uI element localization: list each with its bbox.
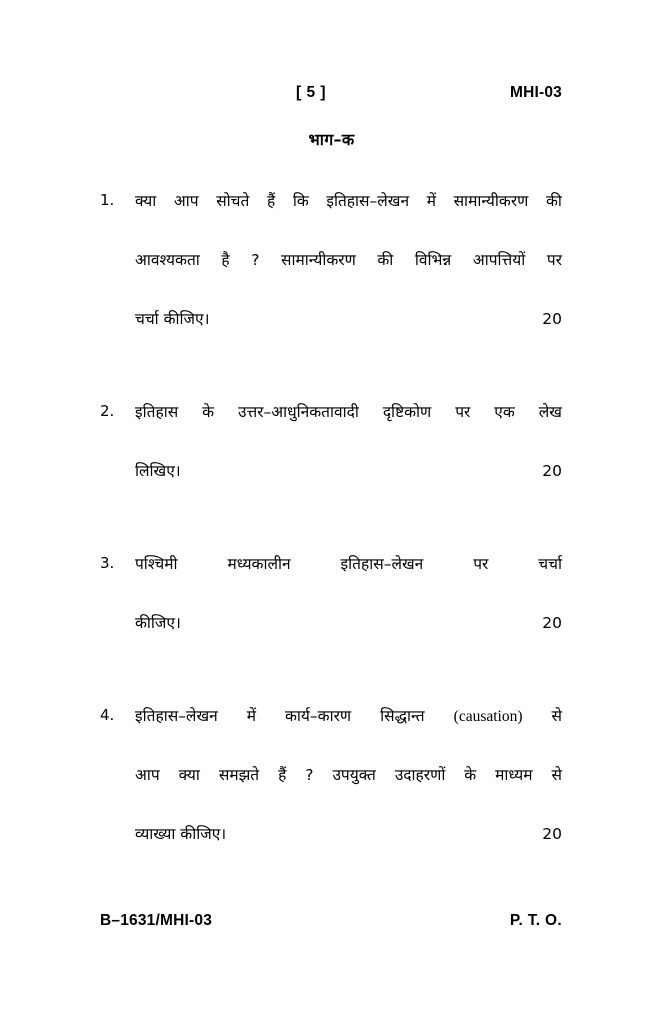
question-text-line bbox=[135, 397, 562, 456]
word: उदाहरणों bbox=[394, 766, 446, 784]
question-marks: 20 bbox=[542, 310, 562, 328]
word: मध्यकालीन bbox=[227, 555, 291, 573]
question-list bbox=[100, 186, 562, 912]
question-body bbox=[135, 549, 562, 667]
question-body bbox=[135, 701, 562, 878]
word: आप bbox=[135, 766, 160, 784]
word: कार्य–कारण bbox=[285, 707, 352, 725]
question-text-line bbox=[135, 608, 562, 667]
word: की bbox=[546, 192, 562, 210]
word: में bbox=[426, 192, 436, 210]
word: क्या bbox=[178, 766, 200, 784]
question-number: 1. bbox=[100, 191, 115, 209]
word: इतिहास bbox=[135, 403, 179, 421]
word: आप bbox=[173, 192, 199, 210]
question-item bbox=[100, 701, 562, 878]
question-item bbox=[100, 549, 562, 667]
word: एक bbox=[494, 403, 515, 421]
footer-paper-code: B–1631/MHI-03 bbox=[100, 912, 213, 929]
word: समझते bbox=[218, 766, 260, 784]
question-number: 4. bbox=[100, 706, 115, 724]
section-title: भाग–क bbox=[308, 130, 355, 149]
page-number: [ 5 ] bbox=[296, 84, 327, 101]
paper-code: MHI-03 bbox=[509, 84, 562, 101]
question-text: व्याख्या कीजिए। bbox=[135, 825, 227, 843]
question-text: चर्चा कीजिए। bbox=[135, 310, 210, 328]
question-text bbox=[135, 397, 562, 427]
word: आवश्यकता bbox=[135, 251, 200, 269]
question-number: 3. bbox=[100, 554, 115, 572]
word: क्या bbox=[135, 192, 157, 210]
question-text-line bbox=[135, 701, 562, 760]
word: के bbox=[464, 766, 477, 784]
word bbox=[454, 701, 523, 732]
word: पश्चिमी bbox=[135, 555, 178, 573]
question-body bbox=[135, 186, 562, 363]
word: विभिन्न bbox=[414, 251, 452, 269]
word: पर bbox=[473, 555, 489, 573]
question-text bbox=[135, 186, 562, 216]
word: हैं bbox=[266, 192, 276, 210]
word: इतिहास–लेखन bbox=[340, 555, 424, 573]
word: से bbox=[551, 707, 562, 725]
word: उत्तर–आधुनिकतावादी bbox=[237, 403, 359, 421]
page-header bbox=[100, 84, 562, 108]
word: पर bbox=[546, 251, 562, 269]
question-item bbox=[100, 186, 562, 363]
word: ? bbox=[251, 251, 260, 269]
word: के bbox=[202, 403, 215, 421]
word: लेख bbox=[538, 403, 562, 421]
word: से bbox=[551, 766, 562, 784]
question-marks: 20 bbox=[542, 614, 562, 632]
word: आपत्तियों bbox=[472, 251, 526, 269]
question-text-line bbox=[135, 760, 562, 819]
word: सिद्धान्त bbox=[380, 707, 425, 725]
question-marks: 20 bbox=[542, 462, 562, 480]
word: उपयुक्त bbox=[332, 766, 376, 784]
question-text-line bbox=[135, 245, 562, 304]
question-item bbox=[100, 397, 562, 515]
word: सोचते bbox=[216, 192, 250, 210]
word: कि bbox=[292, 192, 309, 210]
question-text-line bbox=[135, 186, 562, 245]
word: की bbox=[377, 251, 394, 269]
word: माध्यम bbox=[495, 766, 533, 784]
word: दृष्टिकोण bbox=[382, 403, 432, 421]
question-text bbox=[135, 549, 562, 579]
word: ? bbox=[305, 766, 314, 784]
question-text-line bbox=[135, 549, 562, 608]
question-number: 2. bbox=[100, 402, 115, 420]
question-text: लिखिए। bbox=[135, 462, 181, 480]
page-footer bbox=[100, 912, 562, 936]
word: पर bbox=[455, 403, 471, 421]
word: हैं bbox=[278, 766, 287, 784]
word: चर्चा bbox=[538, 555, 562, 573]
question-text-line bbox=[135, 819, 562, 878]
question-body bbox=[135, 397, 562, 515]
word: इतिहास–लेखन bbox=[135, 707, 218, 725]
question-text-line bbox=[135, 456, 562, 515]
word: में bbox=[246, 707, 257, 725]
question-text: कीजिए। bbox=[135, 614, 181, 632]
question-marks: 20 bbox=[542, 825, 562, 843]
question-text bbox=[135, 760, 562, 790]
word: है bbox=[221, 251, 230, 269]
word: इतिहास–लेखन bbox=[326, 192, 410, 210]
question-text-line bbox=[135, 304, 562, 363]
footer-pto-label: P. T. O. bbox=[509, 912, 562, 929]
question-text bbox=[135, 701, 562, 732]
word: सामान्यीकरण bbox=[453, 192, 529, 210]
question-text bbox=[135, 245, 562, 275]
latin-term: (causation) bbox=[453, 708, 523, 725]
word: सामान्यीकरण bbox=[281, 251, 356, 269]
